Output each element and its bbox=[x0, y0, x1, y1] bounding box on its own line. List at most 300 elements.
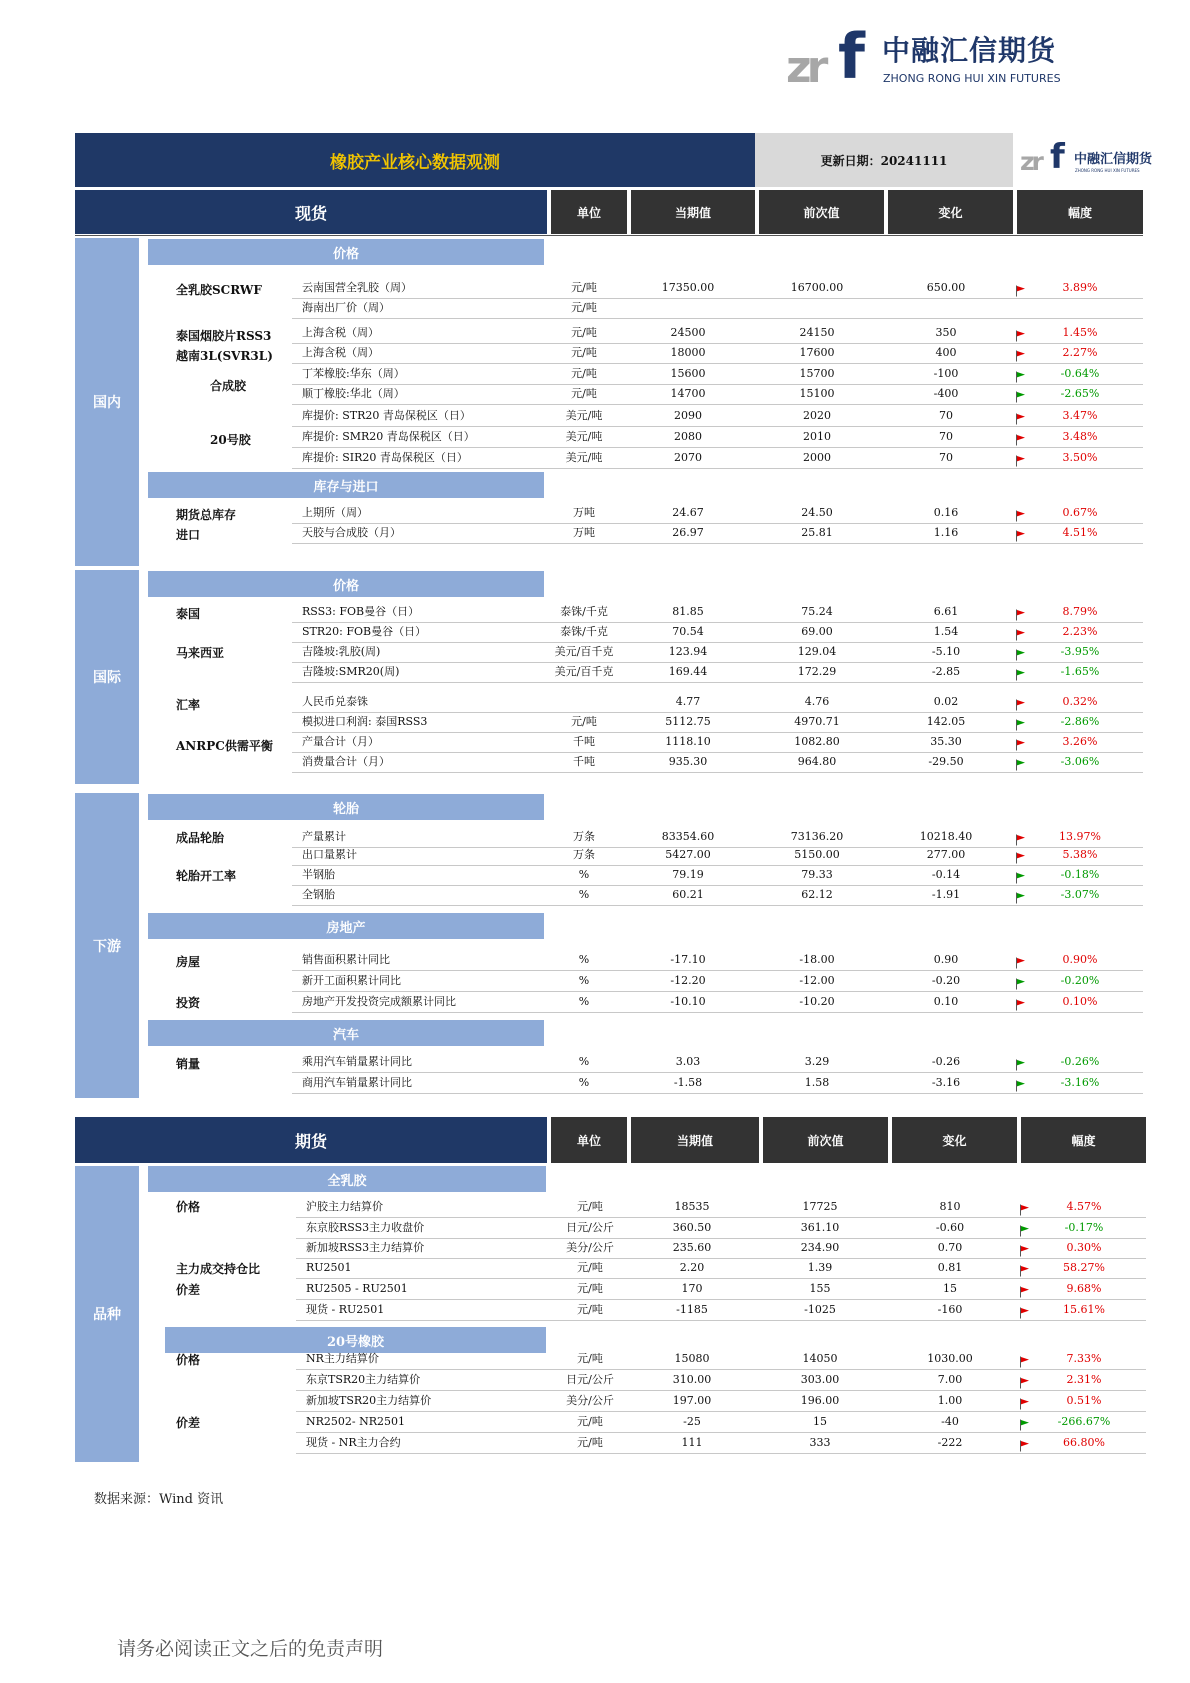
row-current-value: 18000 bbox=[670, 346, 706, 359]
row-divider bbox=[296, 1411, 1146, 1412]
row-unit: 元/吨 bbox=[571, 387, 597, 400]
row-unit: 元/吨 bbox=[577, 1415, 603, 1428]
row-item-name: 现货 - RU2501 bbox=[306, 1303, 385, 1316]
row-divider bbox=[292, 752, 1143, 753]
row-item-name: 新开工面积累计同比 bbox=[302, 974, 401, 987]
category-downstream: 下游 bbox=[75, 793, 139, 1098]
flag-up-icon bbox=[1015, 996, 1027, 1008]
flag-down-icon bbox=[1015, 869, 1027, 881]
flag-up-icon bbox=[1019, 1353, 1031, 1365]
row-unit: 元/吨 bbox=[571, 301, 597, 314]
row-divider bbox=[296, 1453, 1146, 1454]
subheader-intl-price: 价格 bbox=[148, 571, 544, 597]
row-change-value: -3.16 bbox=[931, 1076, 961, 1089]
flag-up-icon bbox=[1015, 410, 1027, 422]
row-change-pct: -2.65% bbox=[1060, 387, 1100, 400]
logo-chinese-name: 中融汇信期货 bbox=[882, 34, 1057, 67]
row-change-pct: -266.67% bbox=[1057, 1415, 1111, 1428]
row-change-pct: 5.38% bbox=[1062, 848, 1098, 861]
row-divider bbox=[296, 1299, 1146, 1300]
row-change-value: -0.20 bbox=[931, 974, 961, 987]
flag-up-icon bbox=[1019, 1262, 1031, 1274]
row-item-name: 顺丁橡胶:华北（周） bbox=[302, 387, 405, 400]
spot-header-pct: 幅度 bbox=[1017, 190, 1143, 234]
row-current-value: 60.21 bbox=[672, 888, 704, 901]
row-divider bbox=[296, 1278, 1146, 1279]
row-item-name: 吉隆坡:乳胶(周) bbox=[302, 645, 381, 658]
category-domestic: 国内 bbox=[75, 238, 139, 566]
row-change-pct: 4.57% bbox=[1066, 1200, 1102, 1213]
row-item-name: 产量累计 bbox=[302, 830, 346, 843]
row-change-value: 70 bbox=[939, 451, 953, 464]
row-change-value: -0.26 bbox=[931, 1055, 961, 1068]
row-change-value: -100 bbox=[933, 367, 959, 380]
row-unit: 美元/吨 bbox=[565, 409, 603, 422]
row-change-pct: 7.33% bbox=[1066, 1352, 1102, 1365]
row-change-value: -160 bbox=[937, 1303, 963, 1316]
group-label: 主力成交持仓比 bbox=[176, 1262, 261, 1276]
row-divider bbox=[292, 1072, 1143, 1073]
row-change-value: 277.00 bbox=[926, 848, 966, 861]
subheader-domestic-price: 价格 bbox=[148, 239, 544, 265]
row-divider bbox=[292, 384, 1143, 385]
row-item-name: 房地产开发投资完成额累计同比 bbox=[302, 995, 456, 1008]
row-change-value: -40 bbox=[941, 1415, 959, 1428]
row-item-name: 销售面积累计同比 bbox=[302, 953, 390, 966]
row-divider bbox=[292, 1012, 1143, 1013]
row-change-pct: -2.86% bbox=[1060, 715, 1100, 728]
row-item-name: 沪胶主力结算价 bbox=[306, 1200, 383, 1213]
row-previous-value: 4970.71 bbox=[794, 715, 840, 728]
row-change-pct: 15.61% bbox=[1063, 1303, 1105, 1316]
row-current-value: 5427.00 bbox=[665, 848, 711, 861]
group-label: 房屋 bbox=[176, 955, 201, 969]
row-unit: % bbox=[578, 868, 590, 881]
flag-down-icon bbox=[1015, 756, 1027, 768]
row-previous-value: 234.90 bbox=[800, 1241, 840, 1254]
row-current-value: -1185 bbox=[676, 1303, 708, 1316]
row-current-value: -25 bbox=[683, 1415, 701, 1428]
row-current-value: 170 bbox=[681, 1282, 703, 1295]
row-change-value: 0.16 bbox=[933, 506, 959, 519]
row-previous-value: 2010 bbox=[803, 430, 831, 443]
company-logo bbox=[786, 20, 1061, 93]
row-item-name: 上海含税（周） bbox=[302, 326, 379, 339]
row-divider bbox=[296, 1432, 1146, 1433]
flag-up-icon bbox=[1019, 1242, 1031, 1254]
group-label: 进口 bbox=[176, 528, 201, 542]
category-international: 国际 bbox=[75, 570, 139, 784]
row-previous-value: 79.33 bbox=[801, 868, 833, 881]
row-item-name: RU2505 - RU2501 bbox=[306, 1282, 408, 1295]
row-item-name: 库提价: SIR20 青岛保税区（日） bbox=[302, 451, 468, 464]
row-change-pct: 3.50% bbox=[1062, 451, 1098, 464]
row-unit: 万条 bbox=[573, 848, 595, 861]
subheader-auto: 汽车 bbox=[148, 1020, 544, 1046]
row-change-pct: 3.26% bbox=[1062, 735, 1098, 748]
row-previous-value: 15100 bbox=[799, 387, 835, 400]
row-item-name: 人民币兑泰铢 bbox=[302, 695, 368, 708]
flag-up-icon bbox=[1019, 1374, 1031, 1386]
row-current-value: 235.60 bbox=[672, 1241, 712, 1254]
row-unit: 美元/吨 bbox=[565, 451, 603, 464]
row-unit: 日元/公斤 bbox=[566, 1373, 614, 1386]
row-item-name: NR主力结算价 bbox=[306, 1352, 379, 1365]
row-change-value: 0.02 bbox=[933, 695, 959, 708]
row-current-value: 935.30 bbox=[668, 755, 708, 768]
flag-up-icon bbox=[1015, 831, 1027, 843]
table-logo-chinese: 中融汇信期货 bbox=[1074, 152, 1153, 167]
row-change-value: -2.85 bbox=[931, 665, 961, 678]
group-label: 泰国烟胶片RSS3 bbox=[176, 329, 272, 343]
row-divider bbox=[292, 970, 1143, 971]
row-item-name: 海南出厂价（周） bbox=[302, 301, 390, 314]
row-previous-value: 75.24 bbox=[801, 605, 833, 618]
row-divider bbox=[292, 318, 1143, 319]
row-current-value: 4.77 bbox=[675, 695, 701, 708]
row-change-pct: 66.80% bbox=[1063, 1436, 1105, 1449]
row-current-value: 360.50 bbox=[672, 1221, 712, 1234]
row-current-value: 81.85 bbox=[672, 605, 704, 618]
row-item-name: RU2501 bbox=[306, 1261, 352, 1274]
logo-f-mark: f bbox=[838, 20, 865, 93]
row-change-pct: -3.06% bbox=[1060, 755, 1100, 768]
group-label: ANRPC供需平衡 bbox=[176, 739, 273, 753]
report-title: 橡胶产业核心数据观测 bbox=[75, 133, 755, 187]
flag-up-icon bbox=[1015, 347, 1027, 359]
row-previous-value: 17725 bbox=[802, 1200, 838, 1213]
group-label: 全乳胶SCRWF bbox=[176, 283, 262, 297]
group-label: 价格 bbox=[176, 1353, 201, 1367]
spot-header-unit: 单位 bbox=[551, 190, 627, 234]
row-change-pct: 2.31% bbox=[1066, 1373, 1102, 1386]
row-change-pct: -0.64% bbox=[1060, 367, 1100, 380]
row-current-value: 14700 bbox=[670, 387, 706, 400]
row-divider bbox=[292, 1093, 1143, 1094]
row-change-value: 400 bbox=[935, 346, 957, 359]
row-previous-value: 24.50 bbox=[801, 506, 833, 519]
group-label: 价差 bbox=[176, 1283, 201, 1297]
row-current-value: 24.67 bbox=[672, 506, 704, 519]
row-change-value: 10218.40 bbox=[919, 830, 973, 843]
row-change-pct: 0.90% bbox=[1062, 953, 1098, 966]
row-change-value: 0.81 bbox=[937, 1261, 963, 1274]
row-previous-value: 2020 bbox=[803, 409, 831, 422]
row-divider bbox=[292, 343, 1143, 344]
futures-header-unit: 单位 bbox=[551, 1117, 627, 1163]
row-divider bbox=[296, 1238, 1146, 1239]
row-item-name: STR20: FOB曼谷（日） bbox=[302, 625, 427, 638]
row-change-value: 0.90 bbox=[933, 953, 959, 966]
flag-up-icon bbox=[1019, 1395, 1031, 1407]
row-previous-value: -10.20 bbox=[799, 995, 835, 1008]
row-change-value: 0.10 bbox=[933, 995, 959, 1008]
row-change-pct: -3.95% bbox=[1060, 645, 1100, 658]
row-divider bbox=[292, 662, 1143, 663]
flag-down-icon bbox=[1019, 1416, 1031, 1428]
row-change-pct: 8.79% bbox=[1062, 605, 1098, 618]
row-divider bbox=[296, 1217, 1146, 1218]
header-divider bbox=[75, 235, 1143, 236]
flag-up-icon bbox=[1015, 626, 1027, 638]
row-change-pct: -0.18% bbox=[1060, 868, 1100, 881]
group-label: 成品轮胎 bbox=[176, 831, 225, 845]
row-previous-value: 361.10 bbox=[800, 1221, 840, 1234]
row-previous-value: 15 bbox=[813, 1415, 827, 1428]
row-change-value: 650.00 bbox=[926, 281, 966, 294]
row-change-pct: 0.30% bbox=[1066, 1241, 1102, 1254]
row-previous-value: 5150.00 bbox=[794, 848, 840, 861]
row-unit: 美分/公斤 bbox=[566, 1394, 614, 1407]
row-unit: 千吨 bbox=[573, 735, 595, 748]
row-unit: % bbox=[578, 888, 590, 901]
row-previous-value: 16700.00 bbox=[790, 281, 844, 294]
row-current-value: -12.20 bbox=[670, 974, 706, 987]
row-item-name: 出口量累计 bbox=[302, 848, 357, 861]
row-item-name: 上期所（周） bbox=[302, 506, 368, 519]
row-unit: 元/吨 bbox=[571, 715, 597, 728]
row-change-pct: 2.23% bbox=[1062, 625, 1098, 638]
row-current-value: 2070 bbox=[674, 451, 702, 464]
row-change-value: -29.50 bbox=[928, 755, 964, 768]
row-divider bbox=[296, 1258, 1146, 1259]
flag-up-icon bbox=[1015, 954, 1027, 966]
row-unit: % bbox=[578, 1076, 590, 1089]
update-date: 更新日期：20241111 bbox=[755, 133, 1013, 187]
row-change-value: -5.10 bbox=[931, 645, 961, 658]
flag-down-icon bbox=[1015, 716, 1027, 728]
flag-down-icon bbox=[1015, 388, 1027, 400]
row-previous-value: 69.00 bbox=[801, 625, 833, 638]
row-unit: 美元/百千克 bbox=[554, 665, 614, 678]
flag-down-icon bbox=[1015, 889, 1027, 901]
group-label: 马来西亚 bbox=[176, 646, 225, 660]
row-previous-value: 196.00 bbox=[800, 1394, 840, 1407]
row-current-value: 24500 bbox=[670, 326, 706, 339]
row-current-value: -10.10 bbox=[670, 995, 706, 1008]
row-divider bbox=[292, 298, 1143, 299]
row-previous-value: 24150 bbox=[799, 326, 835, 339]
group-label: 投资 bbox=[176, 996, 201, 1010]
row-divider bbox=[292, 426, 1143, 427]
row-current-value: 123.94 bbox=[668, 645, 708, 658]
row-change-pct: 3.48% bbox=[1062, 430, 1098, 443]
row-current-value: 18535 bbox=[674, 1200, 710, 1213]
futures-header: 期货 bbox=[75, 1117, 547, 1163]
row-change-value: -400 bbox=[933, 387, 959, 400]
row-item-name: 吉隆坡:SMR20(周) bbox=[302, 665, 400, 678]
row-previous-value: 3.29 bbox=[804, 1055, 830, 1068]
flag-down-icon bbox=[1015, 1056, 1027, 1068]
flag-up-icon bbox=[1015, 606, 1027, 618]
row-unit: 元/吨 bbox=[571, 281, 597, 294]
flag-up-icon bbox=[1015, 327, 1027, 339]
row-change-pct: 0.51% bbox=[1066, 1394, 1102, 1407]
row-change-pct: -0.17% bbox=[1064, 1221, 1104, 1234]
row-unit: 千吨 bbox=[573, 755, 595, 768]
group-label: 合成胶 bbox=[210, 379, 247, 393]
flag-up-icon bbox=[1015, 431, 1027, 443]
row-previous-value: 129.04 bbox=[797, 645, 837, 658]
row-previous-value: 333 bbox=[809, 1436, 831, 1449]
row-item-name: 产量合计（月） bbox=[302, 735, 379, 748]
row-change-pct: 13.97% bbox=[1059, 830, 1101, 843]
row-current-value: 111 bbox=[681, 1436, 703, 1449]
group-label: 泰国 bbox=[176, 607, 201, 621]
row-divider bbox=[292, 865, 1143, 866]
row-current-value: 169.44 bbox=[668, 665, 708, 678]
logo-zr-mark: zr bbox=[786, 42, 824, 93]
row-divider bbox=[292, 847, 1143, 848]
subheader-real-estate: 房地产 bbox=[148, 913, 544, 939]
row-change-value: 70 bbox=[939, 430, 953, 443]
row-current-value: 2080 bbox=[674, 430, 702, 443]
row-previous-value: 1.58 bbox=[804, 1076, 830, 1089]
spot-header-current: 当期值 bbox=[631, 190, 755, 234]
row-unit: 泰铢/千克 bbox=[560, 625, 608, 638]
row-unit: 美分/公斤 bbox=[566, 1241, 614, 1254]
row-item-name: 模拟进口利润: 泰国RSS3 bbox=[302, 715, 428, 728]
flag-down-icon bbox=[1015, 368, 1027, 380]
row-change-value: -222 bbox=[937, 1436, 963, 1449]
row-current-value: 310.00 bbox=[672, 1373, 712, 1386]
flag-up-icon bbox=[1015, 849, 1027, 861]
row-divider bbox=[292, 712, 1143, 713]
row-change-value: 70 bbox=[939, 409, 953, 422]
row-previous-value: 15700 bbox=[799, 367, 835, 380]
row-current-value: 5112.75 bbox=[665, 715, 711, 728]
row-unit: 元/吨 bbox=[571, 346, 597, 359]
table-logo-f: f bbox=[1050, 137, 1065, 177]
row-item-name: 库提价: SMR20 青岛保税区（日） bbox=[302, 430, 475, 443]
table-logo-zr: zr bbox=[1020, 147, 1041, 176]
row-change-value: -0.14 bbox=[931, 868, 961, 881]
row-change-pct: 3.89% bbox=[1062, 281, 1098, 294]
row-previous-value: 303.00 bbox=[800, 1373, 840, 1386]
row-change-pct: 0.32% bbox=[1062, 695, 1098, 708]
row-current-value: 26.97 bbox=[672, 526, 704, 539]
row-item-name: 商用汽车销量累计同比 bbox=[302, 1076, 412, 1089]
row-unit: 元/吨 bbox=[577, 1261, 603, 1274]
table-logo bbox=[1020, 137, 1153, 180]
row-previous-value: 172.29 bbox=[797, 665, 837, 678]
row-previous-value: -18.00 bbox=[799, 953, 835, 966]
row-current-value: -17.10 bbox=[670, 953, 706, 966]
row-current-value: -1.58 bbox=[673, 1076, 703, 1089]
row-current-value: 70.54 bbox=[672, 625, 704, 638]
group-label: 价格 bbox=[176, 1200, 201, 1214]
row-item-name: 天胶与合成胶（月） bbox=[302, 526, 401, 539]
row-item-name: 新加坡RSS3主力结算价 bbox=[306, 1241, 425, 1254]
row-divider bbox=[292, 732, 1143, 733]
flag-up-icon bbox=[1015, 282, 1027, 294]
row-item-name: 东京胶RSS3主力收盘价 bbox=[306, 1221, 425, 1234]
flag-up-icon bbox=[1015, 452, 1027, 464]
row-current-value: 17350.00 bbox=[661, 281, 715, 294]
spot-header-previous: 前次值 bbox=[759, 190, 884, 234]
table-logo-english: ZHONG RONG HUI XIN FUTURES bbox=[1075, 168, 1140, 173]
row-change-pct: -3.07% bbox=[1060, 888, 1100, 901]
futures-header-pct: 幅度 bbox=[1021, 1117, 1146, 1163]
row-previous-value: -12.00 bbox=[799, 974, 835, 987]
row-change-pct: 2.27% bbox=[1062, 346, 1098, 359]
row-change-pct: 3.47% bbox=[1062, 409, 1098, 422]
flag-down-icon bbox=[1015, 646, 1027, 658]
row-divider bbox=[296, 1320, 1146, 1321]
row-current-value: 79.19 bbox=[672, 868, 704, 881]
row-divider bbox=[296, 1390, 1146, 1391]
futures-header-current: 当期值 bbox=[631, 1117, 759, 1163]
spot-header: 现货 bbox=[75, 190, 547, 234]
group-label: 汇率 bbox=[176, 698, 201, 712]
row-unit: 美元/百千克 bbox=[554, 645, 614, 658]
spot-header-change: 变化 bbox=[888, 190, 1013, 234]
row-item-name: 乘用汽车销量累计同比 bbox=[302, 1055, 412, 1068]
flag-up-icon bbox=[1019, 1304, 1031, 1316]
row-change-pct: -0.26% bbox=[1060, 1055, 1100, 1068]
row-previous-value: 14050 bbox=[802, 1352, 838, 1365]
row-previous-value: -1025 bbox=[804, 1303, 836, 1316]
row-divider bbox=[292, 447, 1143, 448]
group-label: 销量 bbox=[176, 1057, 201, 1071]
flag-down-icon bbox=[1019, 1222, 1031, 1234]
group-label: 轮胎开工率 bbox=[176, 869, 237, 883]
row-unit: 元/吨 bbox=[577, 1303, 603, 1316]
row-item-name: 全钢胎 bbox=[302, 888, 335, 901]
row-unit: % bbox=[578, 995, 590, 1008]
row-previous-value: 4.76 bbox=[804, 695, 830, 708]
row-previous-value: 62.12 bbox=[801, 888, 833, 901]
row-current-value: 3.03 bbox=[675, 1055, 701, 1068]
row-change-value: 35.30 bbox=[930, 735, 962, 748]
subheader-no20-rubber: 20号橡胶 bbox=[165, 1327, 546, 1353]
row-change-value: 142.05 bbox=[926, 715, 966, 728]
row-change-value: 350 bbox=[935, 326, 957, 339]
flag-up-icon bbox=[1019, 1201, 1031, 1213]
row-change-value: 0.70 bbox=[937, 1241, 963, 1254]
flag-down-icon bbox=[1015, 1077, 1027, 1089]
row-current-value: 1118.10 bbox=[665, 735, 711, 748]
row-item-name: 云南国营全乳胶（周） bbox=[302, 281, 412, 294]
row-item-name: 新加坡TSR20主力结算价 bbox=[306, 1394, 432, 1407]
row-divider bbox=[292, 622, 1143, 623]
row-unit: 美元/吨 bbox=[565, 430, 603, 443]
row-change-pct: 0.67% bbox=[1062, 506, 1098, 519]
flag-up-icon bbox=[1015, 527, 1027, 539]
row-divider bbox=[292, 642, 1143, 643]
row-current-value: 2090 bbox=[674, 409, 702, 422]
row-change-value: -1.91 bbox=[931, 888, 961, 901]
row-previous-value: 155 bbox=[809, 1282, 831, 1295]
row-item-name: 现货 - NR主力合约 bbox=[306, 1436, 401, 1449]
row-change-value: 1.00 bbox=[937, 1394, 963, 1407]
row-unit: 元/吨 bbox=[577, 1436, 603, 1449]
row-change-pct: 1.45% bbox=[1062, 326, 1098, 339]
group-label: 价差 bbox=[176, 1416, 201, 1430]
futures-header-previous: 前次值 bbox=[763, 1117, 888, 1163]
futures-header-change: 变化 bbox=[892, 1117, 1017, 1163]
row-divider bbox=[292, 885, 1143, 886]
row-item-name: 上海含税（周） bbox=[302, 346, 379, 359]
subheader-tire: 轮胎 bbox=[148, 794, 544, 820]
row-unit: 元/吨 bbox=[571, 326, 597, 339]
row-divider bbox=[292, 404, 1143, 405]
row-current-value: 2.20 bbox=[679, 1261, 705, 1274]
disclaimer-text: 请务必阅读正文之后的免责声明 bbox=[117, 1638, 384, 1660]
flag-up-icon bbox=[1015, 736, 1027, 748]
row-change-pct: -0.20% bbox=[1060, 974, 1100, 987]
row-previous-value: 2000 bbox=[803, 451, 831, 464]
